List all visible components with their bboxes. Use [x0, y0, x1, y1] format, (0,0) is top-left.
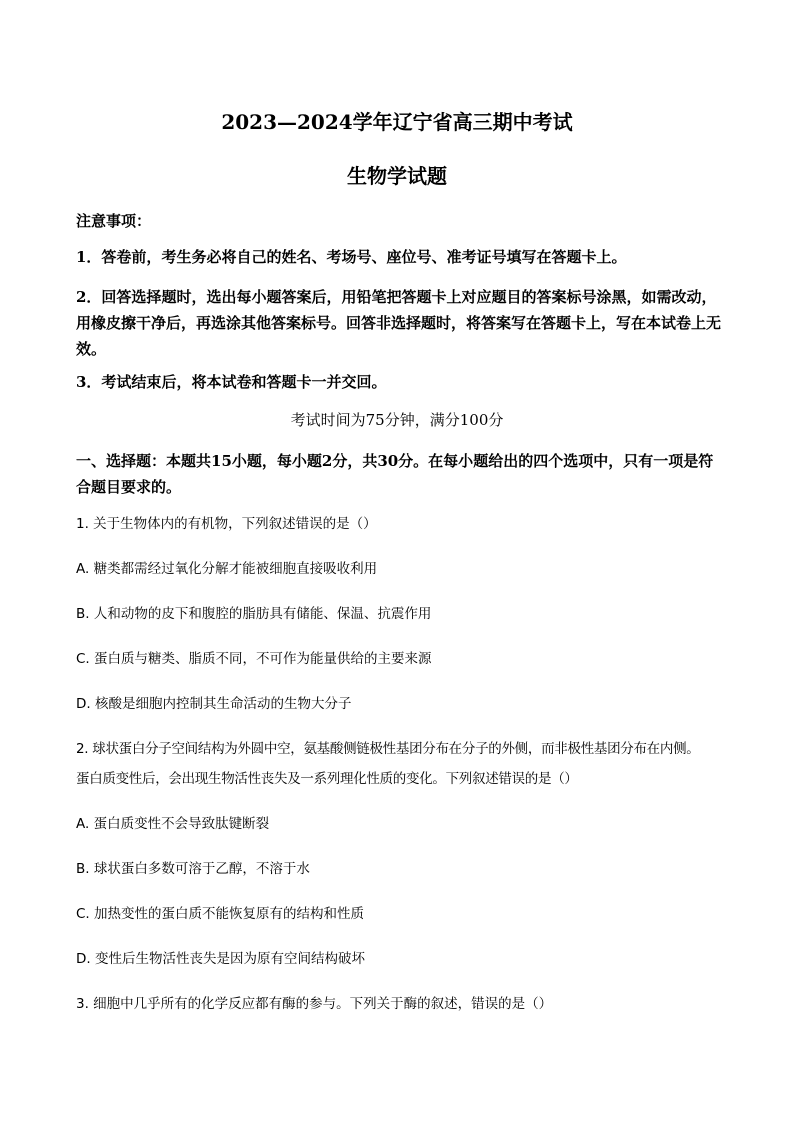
exam-time-info: 考试时间为75分钟，满分100分 — [290, 411, 504, 429]
question-option: A. 糖类都需经过氧化分解才能被细胞直接吸收利用 — [76, 561, 378, 577]
notes-heading: 注意事项： — [76, 212, 152, 230]
question-stem-line: 蛋白质变性后，会出现生物活性丧失及一系列理化性质的变化。下列叙述错误的是（） — [76, 771, 578, 787]
question-stem — [76, 734, 756, 794]
subject-title: 生物学试题 — [347, 164, 447, 188]
question-option: A. 蛋白质变性不会导致肽键断裂 — [76, 816, 270, 832]
note-item: 2．回答选择题时，选出每小题答案后，用铅笔把答题卡上对应题目的答案标号涂黑，如需改动，用橡皮擦干净后，再选涂其他答案标号。回答非选择题时，将答案写在答题卡上，写在本试卷上无效。 — [76, 288, 722, 358]
question-stem-line: 2. 球状蛋白分子空间结构为外圆中空，氨基酸侧链极性基团分布在分子的外侧，而非极性基团分布在内侧。 — [76, 741, 700, 757]
question-option: D. 变性后生物活性丧失是因为原有空间结构破坏 — [76, 951, 365, 967]
question-option: C. 加热变性的蛋白质不能恢复原有的结构和性质 — [76, 906, 365, 922]
note-item: 1．答卷前，考生务必将自己的姓名、考场号、座位号、准考证号填写在答题卡上。 — [76, 248, 627, 266]
question-option: B. 球状蛋白多数可溶于乙醇，不溶于水 — [76, 861, 310, 877]
question-option: D. 核酸是细胞内控制其生命活动的生物大分子 — [76, 696, 352, 712]
exam-title: 2023—2024学年辽宁省高三期中考试 — [221, 110, 573, 134]
question-stem: 1. 关于生物体内的有机物，下列叙述错误的是（） — [76, 516, 377, 532]
question-stem: 3. 细胞中几乎所有的化学反应都有酶的参与。下列关于酶的叙述，错误的是（） — [76, 996, 553, 1012]
question-option: C. 蛋白质与糖类、脂质不同，不可作为能量供给的主要来源 — [76, 651, 432, 667]
section-heading: 一、选择题：本题共15小题，每小题2分，共30分。在每小题给出的四个选项中，只有一项是符合题目要求的。 — [76, 452, 714, 496]
note-item: 3．考试结束后，将本试卷和答题卡一并交回。 — [76, 373, 387, 391]
question-option: B. 人和动物的皮下和腹腔的脂肪具有储能、保温、抗震作用 — [76, 606, 432, 622]
